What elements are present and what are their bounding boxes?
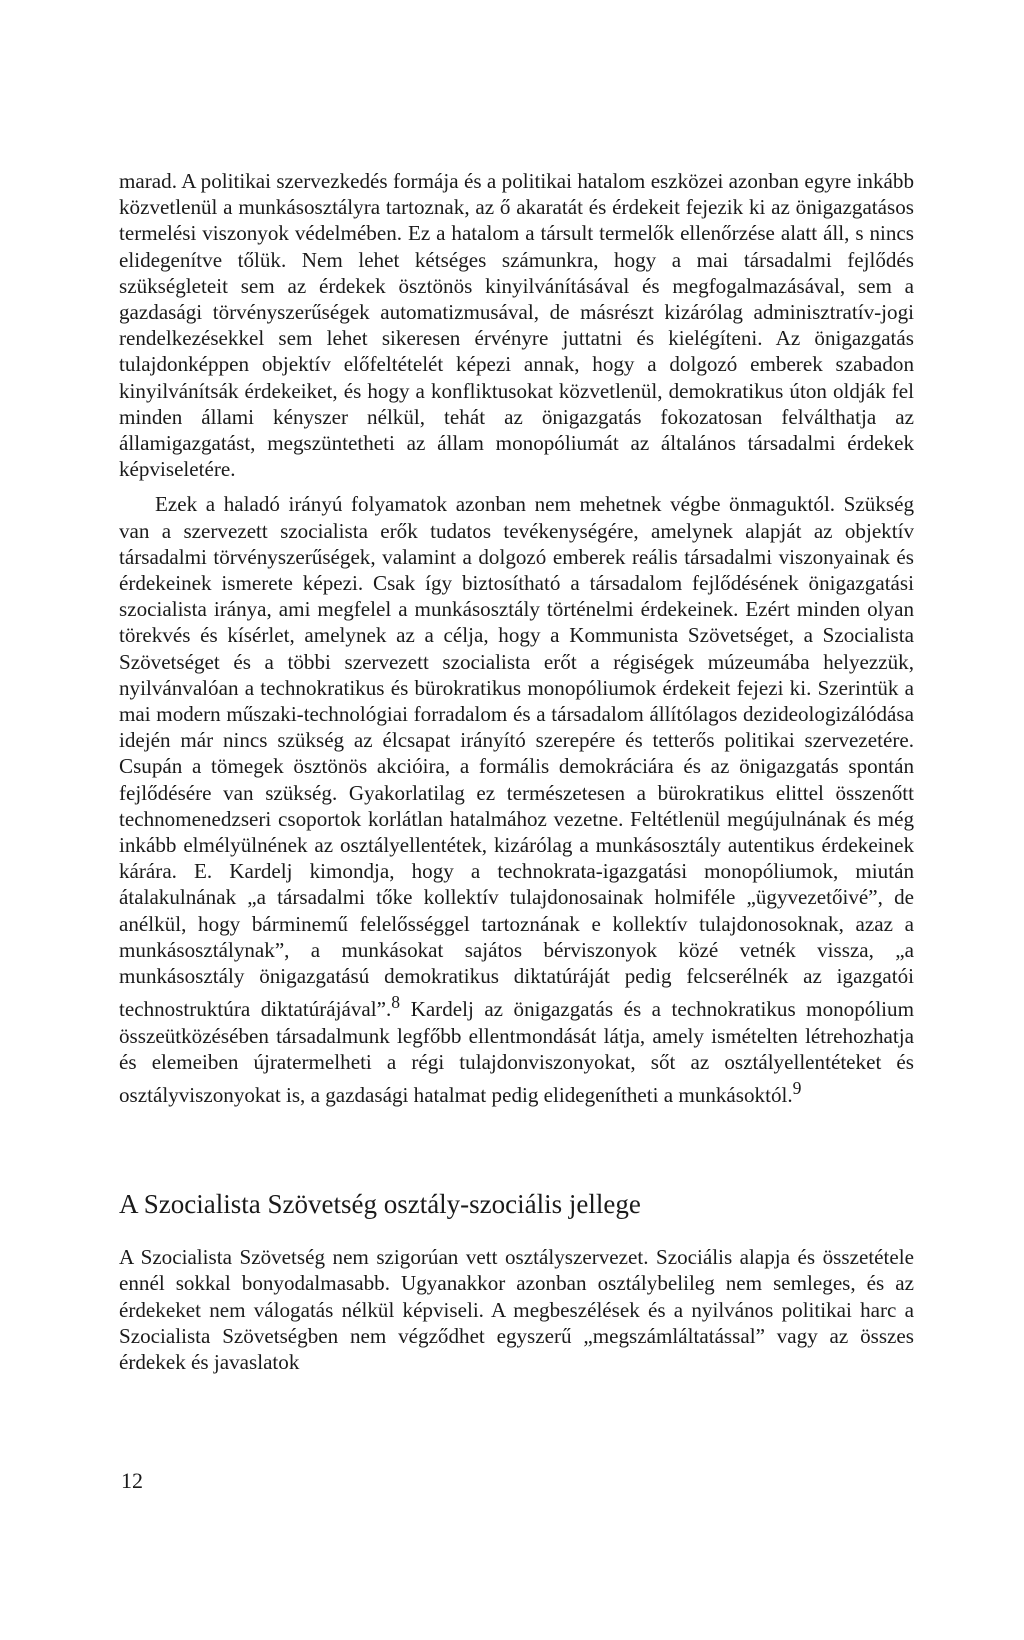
- section-heading: A Szocialista Szövetség osztály-szociális jellege: [119, 1189, 641, 1220]
- body-paragraph-1: marad. A politikai szervezkedés formája és a politikai hatalom eszközei azonban egyre inkább közvetlenül a munkásosztályra tartoznak, az ő akaratát és érdekeit fejezik ki az önigazgatásos termelési viszonyok védelmében. Ez a hatalom a társult termelők ellenőrzése alatt áll, s nincs elidegenítve tőlük. Nem lehet kétséges számunkra, hogy a mai társadalmi fejlődés szükségleteit sem az érdekek ösztönös kinyilvánításával és megfogalmazásával, sem a gazdasági törvényszerűségek automatizmusával, de másrészt kizárólag adminisztratív-jogi rendelkezésekkel sem lehet sikeresen érvényre juttatni és kielégíteni. Az önigazgatás tulajdonképpen objektív előfeltételét képezi annak, hogy a dolgozó emberek szabadon kinyilvánítsák érdekeiket, és hogy a konfliktusokat közvetlenül, demokratikus úton oldják fel minden állami kényszer nélkül, tehát az önigazgatás fokozatosan felválthatja az államigazgatást, megszüntetheti az állam monopóliumát az általános társadalmi érdekek képviseletére.: [119, 169, 914, 482]
- page-content: [119, 168, 914, 1375]
- footnote-reference-8: 8: [391, 992, 401, 1013]
- footnote-reference-9: 9: [792, 1077, 802, 1098]
- paragraph-spacer: [119, 482, 914, 491]
- body-paragraph-2-text-b: Kardelj az önigazgatás és a technokratikus monopólium összeütközésében társadalmunk legfőbb ellentmondását látja, amely ismételten létrehozhatja és elemeiben újratermelheti a régi tulajdonviszonyokat, sőt az osztályellentéteket és osztályviszonyokat is, a gazdasági hatalmat pedig elidegenítheti a munkásoktól.: [119, 997, 914, 1107]
- body-paragraph-2: [119, 491, 914, 1108]
- body-paragraph-2-text-a: Ezek a haladó irányú folyamatok azonban nem mehetnek végbe önmaguktól. Szükség van a szervezett szocialista erők tudatos tevékenységére, amelynek alapját az objektív társadalmi törvényszerűségek, valamint a dolgozó emberek reális társadalmi viszonyainak és érdekeinek ismerete képezi. Csak így biztosítható a társadalom fejlődésének önigazgatási szocialista iránya, ami megfelel a munkásosztály történelmi érdekeinek. Ezért minden olyan törekvés és kísérlet, amelynek az a célja, hogy a Kommunista Szövetséget, a Szocialista Szövetséget és a többi szervezett szocialista erőt a régiségek múzeumába helyezzük, nyilvánvalóan a technokratikus és bürokratikus monopóliumok érdekeit fejezi ki. Szerintük a mai modern műszaki-technológiai forradalom és a társadalom állítólagos dezideologizálódása idején már nincs szükség az élcsapat irányító szerepére és tetterős politikai szervezetére. Csupán a tömegek ösztönös akcióira, a formális demokráciára és az önigazgatás spontán fejlődésére van szükség. Gyakorlatilag ez természetesen a bürokratikus elittel összenőtt technomenedzseri csoportok korlátlan hatalmához vezetne. Feltétlenül megújulnának és még inkább elmélyülnének az osztályellentétek, kizárólag a munkásosztály autentikus érdekeinek kárára. E. Kardelj kimondja, hogy a technokrata-igazgatási monopóliumok, miután átalakulnának „a társadalmi tőke kollektív tulajdonosainak holmiféle „ügyvezetőivé”, de anélkül, hogy bárminemű felelősséggel tartoznának e kollektív tulajdonosoknak, azaz a munkásosztálynak”, a munkásokat sajátos bérviszonyok közé vetnék vissza, „a munkásosztály önigazgatású demokratikus diktatúráját pedig felcserélnék az igazgatói technostruktúra diktatúrájával”.: [119, 492, 914, 1022]
- page-number: 12: [121, 1468, 143, 1493]
- body-paragraph-3: A Szocialista Szövetség nem szigorúan vett osztályszervezet. Szociális alapja és összetétele ennél sokkal bonyodalmasabb. Ugyanakkor azonban osztálybelileg nem semleges, és az érdekeket nem válogatás nélkül képviseli. A megbeszélések és a nyilvános politikai harc a Szocialista Szövetségben nem végződhet egyszerű „megszámláltatással” vagy az összes érdekek és javaslatok: [119, 1245, 914, 1374]
